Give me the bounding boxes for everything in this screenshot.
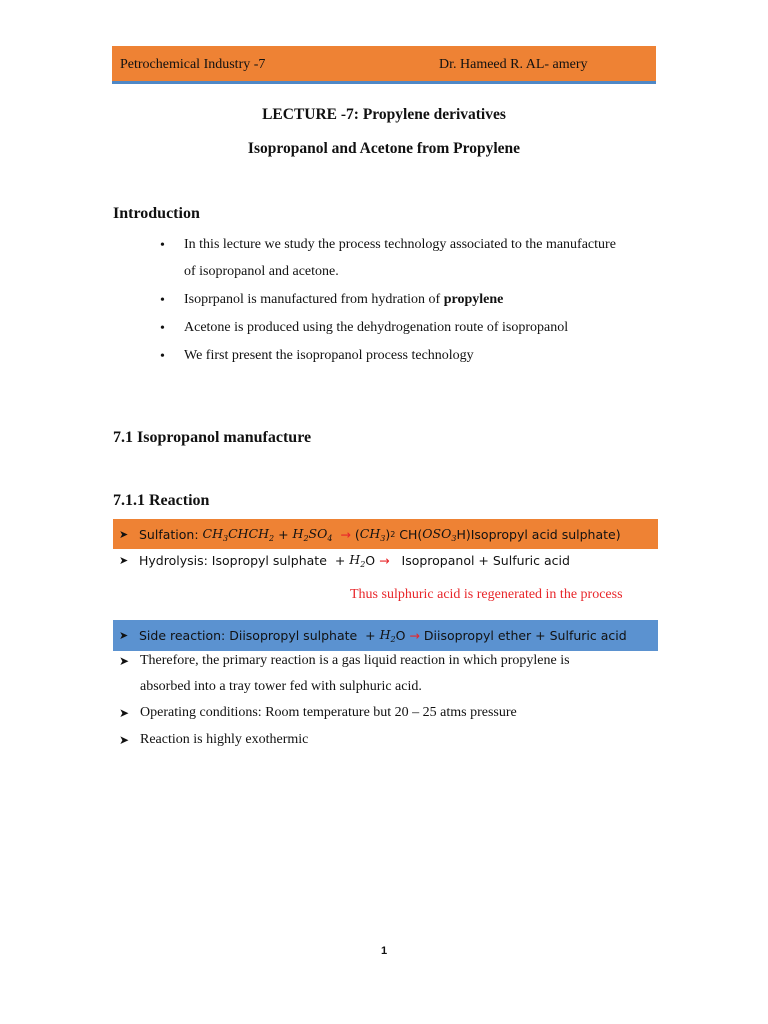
sulfation-product: Isopropyl acid sulphate) [470, 526, 621, 542]
point-primary-line2: absorbed into a tray tower fed with sulphuric acid. [140, 679, 422, 694]
introduction-heading: Introduction [113, 205, 200, 222]
point-exothermic: Reaction is highly exothermic [140, 732, 309, 747]
lecture-title: LECTURE -7: Propylene derivatives [262, 106, 506, 123]
arrowhead-bullet-icon: ➤ [119, 629, 129, 642]
intro-bullet-2 [184, 286, 664, 313]
bullet-dot-icon: • [160, 321, 165, 336]
side-reaction-products: Diisopropyl ether + Sulfuric acid [423, 628, 627, 643]
page-header [112, 46, 656, 84]
intro-bullet-1-line1: In this lecture we study the process technology associated to the manufacture [184, 237, 616, 252]
bullet-dot-icon: • [160, 293, 165, 308]
point-operating-conditions: Operating conditions: Room temperature but 20 – 25 atms pressure [140, 705, 517, 720]
intro-bullet-3: Acetone is produced using the dehydrogenation route of isopropanol [184, 320, 569, 335]
arrowhead-bullet-icon: ➤ [119, 654, 130, 668]
intro-bullet-2-bold: propylene [443, 292, 504, 307]
arrowhead-bullet-icon: ➤ [119, 553, 129, 567]
header-course: Petrochemical Industry -7 [120, 57, 266, 72]
arrowhead-bullet-icon: ➤ [119, 706, 130, 720]
page-number: 1 [380, 945, 388, 957]
hydrolysis-label: Hydrolysis: Isopropyl sulphate [139, 552, 327, 568]
point-primary-reaction [140, 648, 660, 700]
arrowhead-bullet-icon: ➤ [119, 527, 129, 541]
section-7-1-heading: 7.1 Isopropanol manufacture [113, 429, 312, 446]
intro-bullet-2-text: Isoprpanol is manufactured from hydration of [184, 292, 444, 307]
regeneration-note: Thus sulphuric acid is regenerated in the process [350, 587, 623, 602]
header-author: Dr. Hameed R. AL- amery [439, 57, 588, 72]
lecture-subtitle: Isopropanol and Acetone from Propylene [247, 140, 521, 157]
intro-bullet-4: We first present the isopropanol process technology [184, 348, 474, 363]
sulfation-label: Sulfation: [139, 526, 199, 542]
side-reaction-label: Side reaction: Diisopropyl sulphate [139, 628, 358, 643]
hydrolysis-reaction: ➤ Hydrolysis: Isopropyl sulphate + $H_2$ O → Isopropanol + Sulfuric acid [119, 551, 570, 569]
point-primary-line1: Therefore, the primary reaction is a gas liquid reaction in which propylene is [140, 653, 570, 668]
section-7-1-1-heading: 7.1.1 Reaction [113, 492, 210, 509]
arrowhead-bullet-icon: ➤ [119, 733, 130, 747]
bullet-dot-icon: • [160, 238, 165, 253]
intro-bullet-1-line2: of isopropanol and acetone. [184, 264, 339, 279]
side-reaction: ➤ Side reaction: Diisopropyl sulphate + $H_2$ O → Diisopropyl ether + Sulfuric acid [113, 620, 658, 651]
sulfation-reaction: ➤ Sulfation: $CH_3CHCH_2$ + $H_2SO_4$ → ( $CH_3$ ) 2 CH( $OSO_3$ H) Isopropyl acid sulphate) [113, 519, 658, 549]
bullet-dot-icon: • [160, 349, 165, 364]
intro-bullet-1 [184, 231, 664, 285]
hydrolysis-products: Isopropanol + Sulfuric acid [401, 552, 570, 568]
